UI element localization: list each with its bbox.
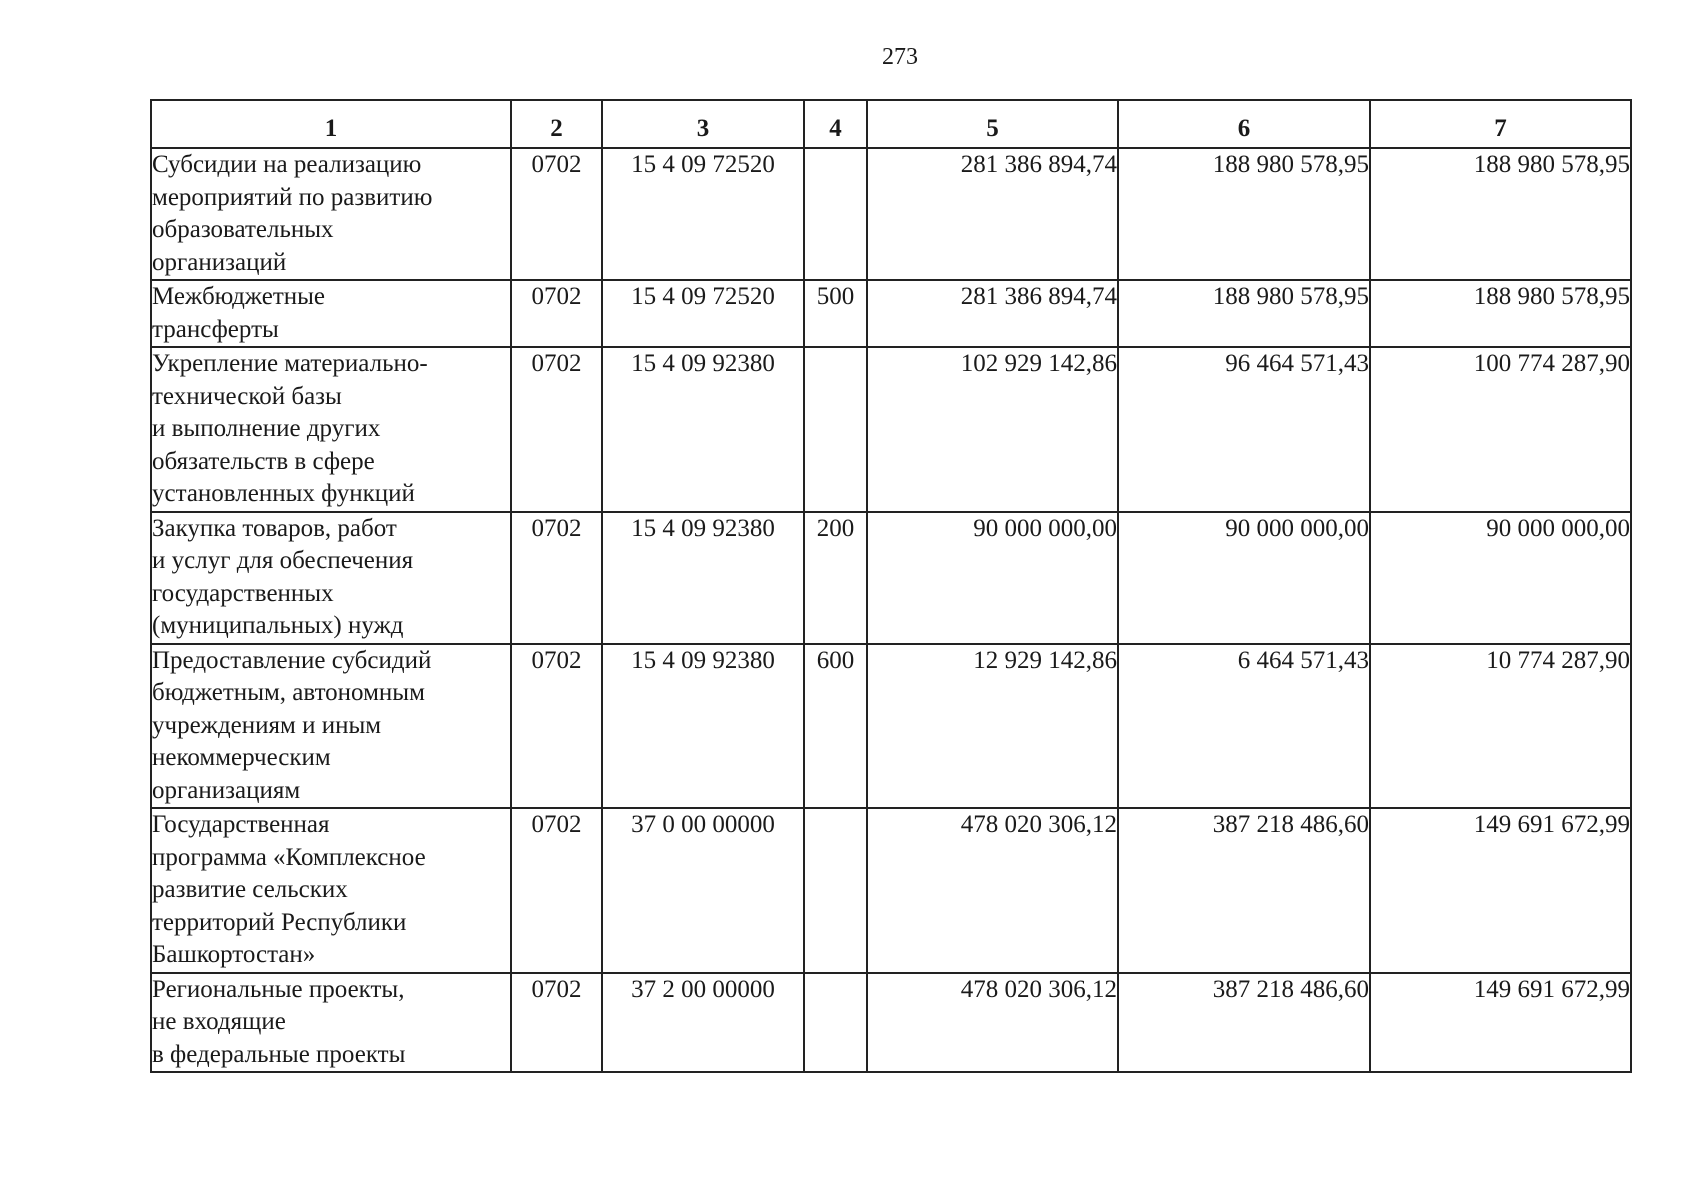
row-name-line: и услуг для обеспечения bbox=[152, 547, 414, 574]
expense-type-cell bbox=[804, 808, 867, 973]
amount-col5-cell: 12 929 142,86 bbox=[867, 644, 1118, 809]
amount-col6-cell: 188 980 578,95 bbox=[1118, 280, 1370, 347]
amount-col6-cell: 96 464 571,43 bbox=[1118, 347, 1370, 512]
row-name-line: развитие сельских bbox=[152, 876, 348, 903]
section-code-cell: 0702 bbox=[511, 512, 602, 644]
row-name-cell bbox=[151, 973, 511, 1073]
expense-type-cell bbox=[804, 347, 867, 512]
amount-col5-cell: 478 020 306,12 bbox=[867, 808, 1118, 973]
row-name-line: установленных функций bbox=[152, 480, 415, 507]
row-name-cell bbox=[151, 808, 511, 973]
row-name-cell bbox=[151, 644, 511, 809]
row-name-line: государственных bbox=[152, 579, 334, 607]
row-name-line: бюджетным, автономным bbox=[152, 679, 425, 706]
budget-table bbox=[150, 99, 1632, 1073]
amount-col5-cell: 281 386 894,74 bbox=[867, 148, 1118, 280]
column-header: 1 bbox=[151, 100, 511, 148]
row-name-line: организациям bbox=[152, 776, 301, 804]
amount-col7-cell: 10 774 287,90 bbox=[1370, 644, 1631, 809]
row-name-line: некоммерческим bbox=[152, 744, 331, 771]
target-code-cell: 15 4 09 72520 bbox=[602, 280, 804, 347]
expense-type-cell bbox=[804, 973, 867, 1073]
column-header: 2 bbox=[511, 100, 602, 148]
expense-type-cell bbox=[804, 148, 867, 280]
column-header: 4 bbox=[804, 100, 867, 148]
row-name-line: организаций bbox=[152, 248, 287, 276]
table-row bbox=[151, 512, 1631, 644]
target-code-cell: 37 0 00 00000 bbox=[602, 808, 804, 973]
expense-type-cell: 600 bbox=[804, 644, 867, 809]
row-name-line: Закупка товаров, работ bbox=[152, 514, 397, 542]
amount-col6-cell: 188 980 578,95 bbox=[1118, 148, 1370, 280]
row-name-line: Укрепление материально- bbox=[152, 350, 428, 377]
table-row bbox=[151, 808, 1631, 973]
column-header: 3 bbox=[602, 100, 804, 148]
target-code-cell: 15 4 09 92380 bbox=[602, 347, 804, 512]
amount-col7-cell: 149 691 672,99 bbox=[1370, 808, 1631, 973]
row-name-line: Межбюджетные bbox=[152, 283, 326, 310]
amount-col6-cell: 387 218 486,60 bbox=[1118, 973, 1370, 1073]
target-code-cell: 15 4 09 92380 bbox=[602, 644, 804, 809]
row-name-line: в федеральные проекты bbox=[152, 1040, 406, 1068]
column-header: 5 bbox=[867, 100, 1118, 148]
amount-col7-cell: 188 980 578,95 bbox=[1370, 148, 1631, 280]
section-code-cell: 0702 bbox=[511, 347, 602, 512]
table-row bbox=[151, 280, 1631, 347]
row-name-cell bbox=[151, 280, 511, 347]
column-header: 7 bbox=[1370, 100, 1631, 148]
row-name-line: не входящие bbox=[152, 1008, 286, 1035]
amount-col5-cell: 102 929 142,86 bbox=[867, 347, 1118, 512]
row-name-line: мероприятий по развитию bbox=[152, 183, 433, 211]
row-name-line: технической базы bbox=[152, 382, 342, 410]
amount-col5-cell: 90 000 000,00 bbox=[867, 512, 1118, 644]
amount-col6-cell: 90 000 000,00 bbox=[1118, 512, 1370, 644]
section-code-cell: 0702 bbox=[511, 644, 602, 809]
row-name-cell bbox=[151, 148, 511, 280]
row-name-cell bbox=[151, 347, 511, 512]
page-number: 273 bbox=[882, 44, 918, 70]
amount-col7-cell: 100 774 287,90 bbox=[1370, 347, 1631, 512]
row-name-line: Государственная bbox=[152, 811, 330, 838]
expense-type-cell: 200 bbox=[804, 512, 867, 644]
row-name-line: территорий Республики bbox=[152, 908, 407, 936]
target-code-cell: 15 4 09 92380 bbox=[602, 512, 804, 644]
section-code-cell: 0702 bbox=[511, 808, 602, 973]
row-name-line: и выполнение других bbox=[152, 415, 381, 442]
table-row bbox=[151, 973, 1631, 1073]
table-row bbox=[151, 148, 1631, 280]
amount-col6-cell: 387 218 486,60 bbox=[1118, 808, 1370, 973]
table-row bbox=[151, 644, 1631, 809]
section-code-cell: 0702 bbox=[511, 973, 602, 1073]
amount-col6-cell: 6 464 571,43 bbox=[1118, 644, 1370, 809]
row-name-line: Предоставление субсидий bbox=[152, 646, 432, 674]
amount-col7-cell: 149 691 672,99 bbox=[1370, 973, 1631, 1073]
amount-col5-cell: 281 386 894,74 bbox=[867, 280, 1118, 347]
row-name-line: учреждениям и иным bbox=[152, 711, 382, 739]
row-name-line: трансферты bbox=[152, 315, 279, 343]
expense-type-cell: 500 bbox=[804, 280, 867, 347]
row-name-line: Субсидии на реализацию bbox=[152, 151, 422, 178]
row-name-line: Региональные проекты, bbox=[152, 975, 405, 1003]
row-name-line: обязательств в сфере bbox=[152, 447, 375, 475]
row-name-line: программа «Комплексное bbox=[152, 843, 426, 871]
column-header: 6 bbox=[1118, 100, 1370, 148]
section-code-cell: 0702 bbox=[511, 148, 602, 280]
target-code-cell: 37 2 00 00000 bbox=[602, 973, 804, 1073]
amount-col7-cell: 90 000 000,00 bbox=[1370, 512, 1631, 644]
row-name-line: образовательных bbox=[152, 216, 334, 243]
target-code-cell: 15 4 09 72520 bbox=[602, 148, 804, 280]
table-row bbox=[151, 347, 1631, 512]
row-name-line: Башкортостан» bbox=[152, 941, 316, 968]
amount-col5-cell: 478 020 306,12 bbox=[867, 973, 1118, 1073]
amount-col7-cell: 188 980 578,95 bbox=[1370, 280, 1631, 347]
table-header-row bbox=[151, 100, 1631, 148]
section-code-cell: 0702 bbox=[511, 280, 602, 347]
row-name-cell bbox=[151, 512, 511, 644]
row-name-line: (муниципальных) нужд bbox=[152, 612, 404, 639]
